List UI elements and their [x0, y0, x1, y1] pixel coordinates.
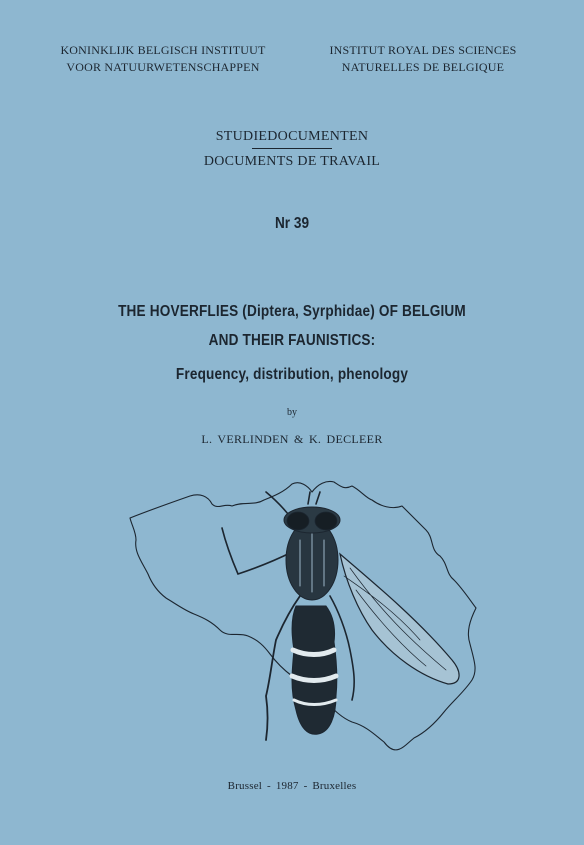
issue-number: Nr 39 [274, 215, 310, 232]
imprint-place-year: Brussel - 1987 - Bruxelles [227, 780, 357, 792]
institute-line: NATURELLES DE BELGIQUE [341, 60, 505, 74]
institute-line: KONINKLIJK BELGISCH INSTITUUT [60, 43, 266, 57]
document-title-line-1: THE HOVERFLIES (Diptera, Syrphidae) OF BELGIUM [118, 303, 466, 320]
series-title-dutch: STUDIEDOCUMENTEN [215, 129, 369, 144]
institute-name-dutch [58, 42, 268, 76]
hoverfly-drawing [222, 492, 459, 740]
series-divider [252, 148, 332, 149]
institute-line: VOOR NATUURWETENSCHAPPEN [66, 60, 260, 74]
document-title-line-2: AND THEIR FAUNISTICS: [208, 332, 376, 349]
cover-illustration [0, 470, 584, 760]
series-title-french: DOCUMENTS DE TRAVAIL [203, 154, 381, 169]
byline-label: by [287, 407, 297, 418]
institute-name-french [318, 42, 528, 76]
institute-line: INSTITUT ROYAL DES SCIENCES [329, 43, 517, 57]
authors: L. VERLINDEN & K. DECLEER [201, 432, 383, 446]
document-subtitle: Frequency, distribution, phenology [175, 366, 409, 383]
